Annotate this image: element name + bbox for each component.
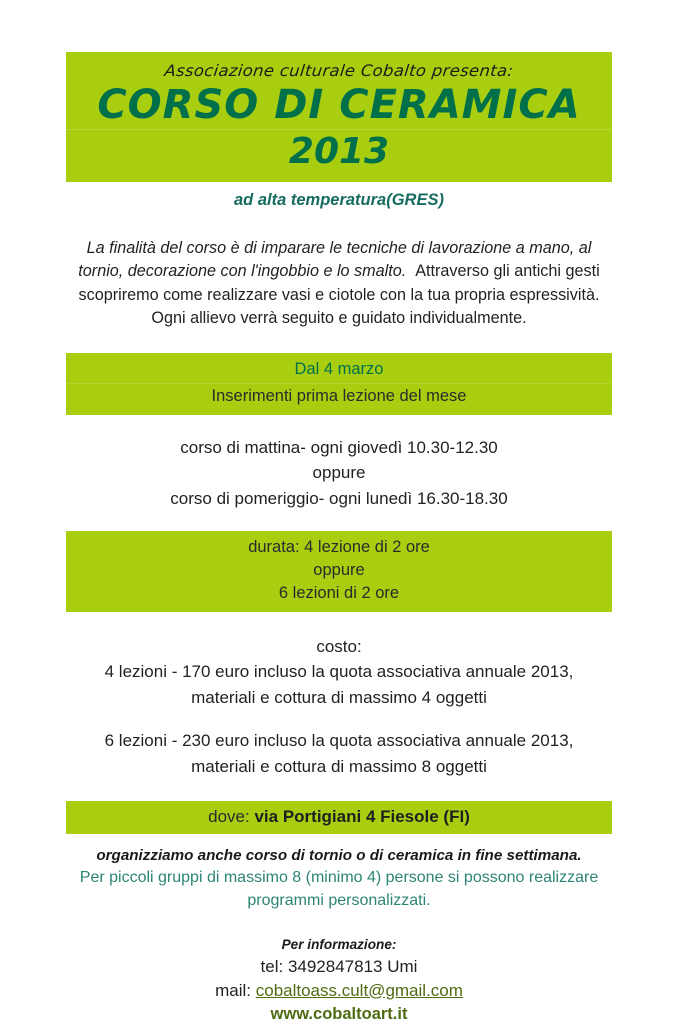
times-or: oppure bbox=[312, 463, 366, 483]
subtitle: ad alta temperatura(GRES) bbox=[234, 190, 444, 209]
location-label: dove: bbox=[208, 807, 250, 827]
cost-option-a-line2: materiali e cottura di massimo 4 oggetti bbox=[191, 687, 487, 707]
location-address: via Portigiani 4 Fiesole (FI) bbox=[254, 807, 470, 827]
course-times bbox=[0, 435, 678, 512]
email-address-link[interactable]: cobaltoass.cult@gmail.com bbox=[255, 980, 463, 1000]
afternoon-course: corso di pomeriggio- ogni lunedì 16.30-18.30 bbox=[170, 488, 508, 508]
cost-block bbox=[0, 634, 678, 780]
intro-normal: Attraverso gli antichi gesti scopriremo come realizzare vasi e ciotole con la tua propria espressività. Ogni allievo verrà seguito e guidato individualmente. bbox=[78, 262, 600, 328]
intro-italic: La finalità del corso è di imparare le tecniche di lavorazione a mano, al tornio, decorazione con l'ingobbio e lo smalto. bbox=[78, 238, 592, 281]
page-title: CORSO DI CERAMICA bbox=[97, 82, 581, 128]
cost-option-b-line2: materiali e cottura di massimo 8 oggetti bbox=[191, 756, 487, 776]
enrollment-note: Inserimenti prima lezione del mese bbox=[211, 386, 467, 405]
cost-option-a-line1: 4 lezioni - 170 euro incluso la quota associativa annuale 2013, bbox=[104, 662, 574, 682]
location-band bbox=[66, 801, 612, 834]
small-groups-line2: programmi personalizzati. bbox=[247, 891, 431, 909]
intro-paragraph bbox=[74, 237, 604, 331]
morning-course: corso di mattina- ogni giovedì 10.30-12.30 bbox=[180, 437, 498, 457]
cost-label: costo: bbox=[316, 636, 362, 656]
duration-band bbox=[66, 531, 612, 611]
start-date: Dal 4 marzo bbox=[294, 359, 384, 378]
weekend-note: organizziamo anche corso di tornio o di ceramica in fine settimana. bbox=[96, 847, 582, 865]
contact-heading: Per informazione: bbox=[281, 936, 397, 952]
contact-block bbox=[0, 955, 678, 1003]
header-divider bbox=[66, 129, 612, 130]
small-groups-note bbox=[69, 867, 609, 912]
cost-option-b-line1: 6 lezioni - 230 euro incluso la quota associativa annuale 2013, bbox=[104, 731, 574, 751]
duration-option-a: durata: 4 lezione di 2 ore bbox=[248, 538, 430, 557]
small-groups-line1: Per piccoli gruppi di massimo 8 (minimo 4) persone si possono realizzare bbox=[79, 869, 599, 887]
page-title-year: 2013 bbox=[288, 131, 390, 173]
website-link[interactable]: www.cobaltoart.it bbox=[270, 1004, 408, 1023]
poster-page bbox=[0, 52, 678, 1023]
duration-or: oppure bbox=[313, 561, 365, 580]
presenter-line: Associazione culturale Cobalto presenta: bbox=[163, 61, 515, 80]
cost-spacer bbox=[0, 710, 678, 728]
header-band bbox=[66, 52, 612, 182]
email-row bbox=[0, 979, 678, 1003]
email-label: mail: bbox=[215, 980, 251, 1000]
schedule-band bbox=[66, 353, 612, 415]
phone-number: tel: 3492847813 Umi bbox=[260, 956, 418, 976]
schedule-band-divider bbox=[66, 383, 612, 384]
duration-option-b: 6 lezioni di 2 ore bbox=[278, 584, 400, 603]
